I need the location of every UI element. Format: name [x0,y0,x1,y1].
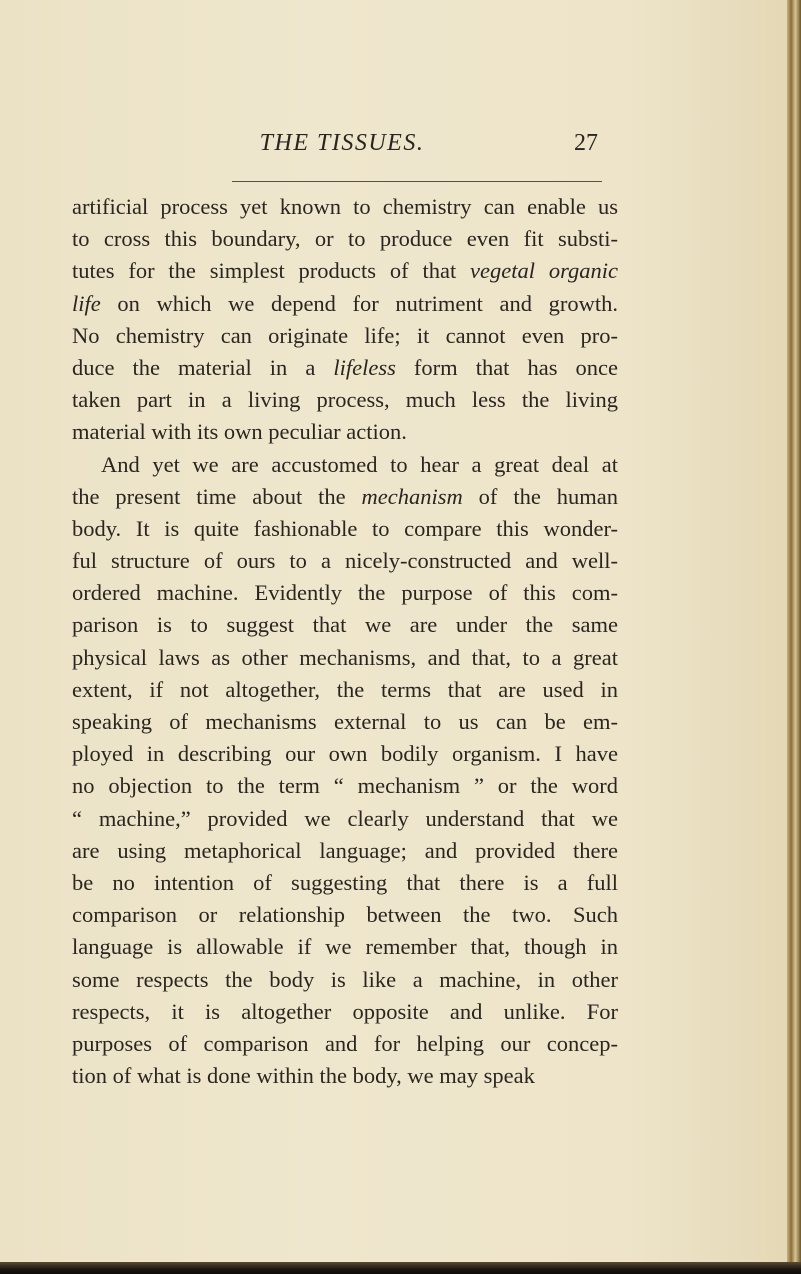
text-run: body. It is quite fashionable to compare this wonder- [72,515,618,541]
text-run: the present time about the [72,483,362,509]
text-run: some respects the body is like a machine, in other [72,966,618,992]
text-run: artificial process yet known to chemistry can enable us [72,194,618,219]
text-run: be no intention of suggesting that there is a full [72,869,618,895]
text-line [72,577,618,609]
text-line [72,867,618,899]
text-line [72,384,618,416]
text-run: comparison or relationship between the two. Such [72,902,618,928]
text-run: language is allowable if we remember that, though in [72,934,618,960]
text-line [72,738,618,770]
text-line [72,191,618,223]
text-run: ordered machine. Evidently the purpose of this com- [72,580,618,606]
text-line [72,288,618,320]
text-line [72,706,618,738]
header-rule [232,181,602,182]
text-run: of the human [462,483,618,509]
text-run: material with its own peculiar action. [72,419,407,445]
text-run: ployed in describing our own bodily organism. I have [72,741,618,767]
text-run: form that has once [395,354,618,380]
text-line [72,1028,618,1060]
running-title: THE TISSUES. [259,130,425,156]
text-run: parison is to suggest that we are under the same [72,612,618,638]
text-run: are using metaphorical language; and provided there [72,837,618,863]
text-run: ful structure of ours to a nicely-constructed and well- [72,548,618,574]
text-run: duce the material in a [72,354,334,380]
italic-run: vegetal organic [470,258,618,284]
italic-run: life [72,290,101,316]
text-run: respects, it is altogether opposite and unlike. For [72,998,618,1024]
text-line [72,416,618,448]
text-run: And yet we are accustomed to hear a great deal at [101,451,618,477]
text-run: No chemistry can originate life; it cannot even pro- [72,322,618,348]
text-line [72,674,618,706]
text-line [72,1060,618,1092]
text-line [72,642,618,674]
italic-run: lifeless [333,354,396,380]
text-line [72,513,618,545]
text-line [72,320,618,352]
text-line [72,352,618,384]
text-run: extent, if not altogether, the terms that are used in [72,676,618,702]
page-edge-right [787,0,801,1274]
text-line [72,255,618,287]
text-run: to cross this boundary, or to produce even fit substi- [72,226,618,252]
italic-run: mechanism [361,483,463,509]
text-line [72,835,618,867]
page-number: 27 [574,130,598,156]
body-text [72,191,618,1092]
text-line [72,803,618,835]
text-line [72,449,618,481]
text-line [72,931,618,963]
text-line [72,964,618,996]
text-run: tutes for the simplest products of that [72,258,471,284]
text-line [72,609,618,641]
text-line [72,481,618,513]
text-line [72,545,618,577]
text-line [72,223,618,255]
text-run: physical laws as other mechanisms, and that, to a great [72,644,618,670]
text-run: speaking of mechanisms external to us can be em- [72,709,618,734]
text-line [72,899,618,931]
page-edge-bottom [0,1262,801,1274]
text-line [72,996,618,1028]
text-line [72,770,618,802]
text-run: on which we depend for nutriment and growth. [100,290,618,316]
text-run: “ machine,” provided we clearly understand that we [72,805,618,831]
running-head [82,130,602,166]
text-run: taken part in a living process, much less the living [72,387,618,413]
text-run: purposes of comparison and for helping our concep- [72,1030,618,1056]
text-run: no objection to the term “ mechanism ” or the word [72,773,618,799]
text-run: tion of what is done within the body, we may speak [72,1063,535,1089]
